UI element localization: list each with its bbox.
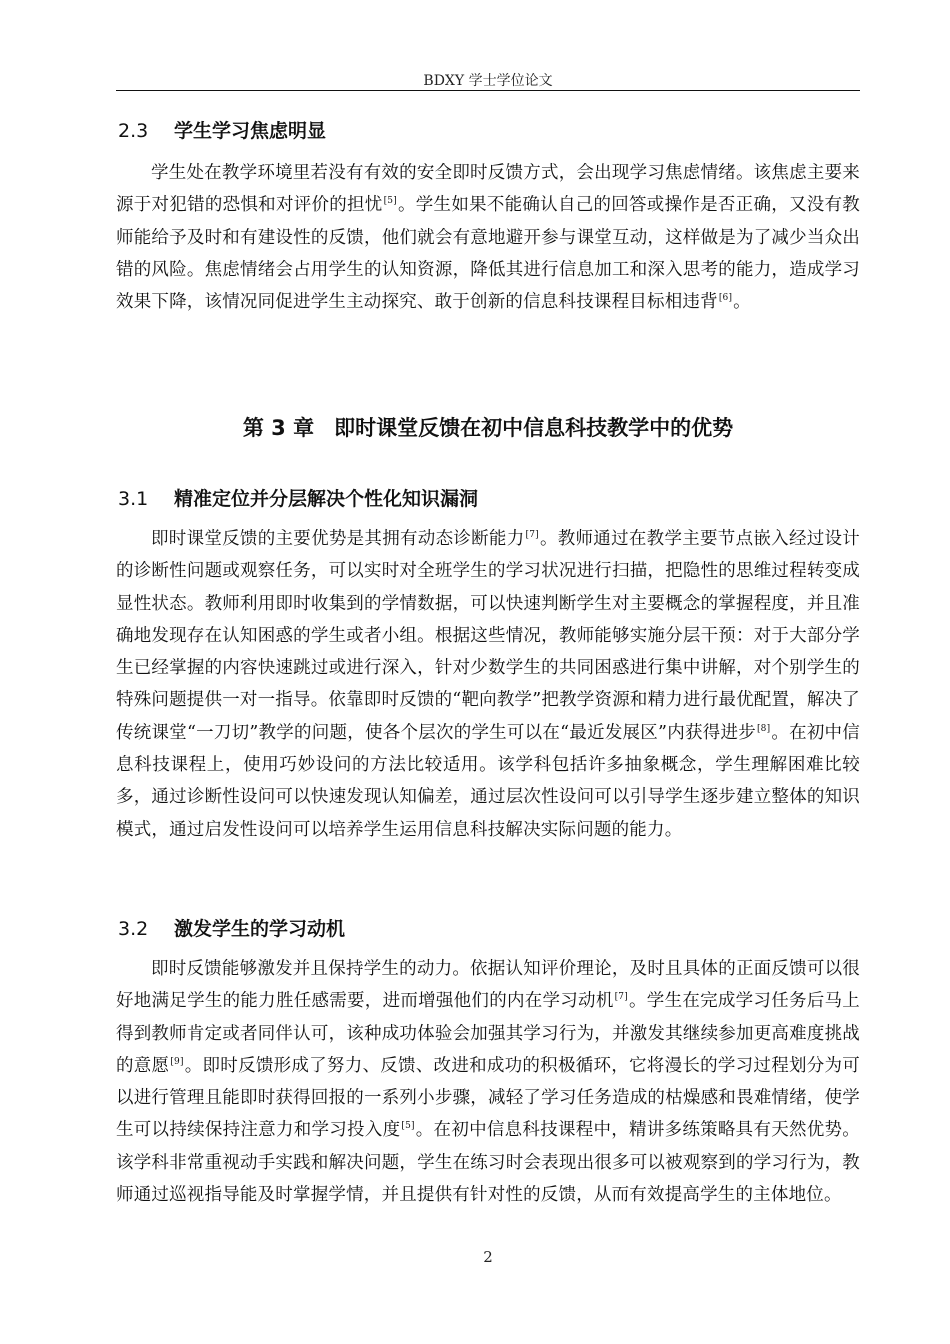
citation[interactable]: [8]	[756, 723, 771, 734]
paragraph-text: 即时反馈能够激发并且保持学生的动力。依据认知评价理论，及时且具体的正面反馈可以很好地满足学生的能力胜任感需要，进而增强他们的内在学习动机	[116, 959, 860, 1012]
citation[interactable]: [6]	[718, 293, 733, 304]
paragraph-text: 即时课堂反馈的主要优势是其拥有动态诊断能力	[151, 529, 525, 549]
section-heading-3-1	[118, 487, 478, 511]
citation[interactable]: [5]	[401, 1121, 415, 1132]
citation[interactable]: [9]	[170, 1056, 184, 1067]
section-title: 精准定位并分层解决个性化知识漏洞	[174, 488, 479, 510]
paragraph-3-1	[116, 523, 860, 846]
section-title: 学生学习焦虑明显	[174, 120, 327, 142]
citation[interactable]: [7]	[614, 992, 628, 1003]
paragraph-text: 学生处在教学环境里若没有有效的安全即时反馈方式，会出现学习焦虑情绪。该焦虑主要来源于对犯错的恐惧和对评价的担忧	[116, 163, 860, 216]
chapter-heading-3	[116, 414, 860, 442]
page-number: 2	[483, 1248, 493, 1266]
chapter-title: 即时课堂反馈在初中信息科技教学中的优势	[334, 416, 734, 440]
section-number: 3.1	[118, 488, 149, 510]
section-heading-3-2	[118, 917, 345, 941]
paragraph-text: 。学生在完成学习任务后马上得到教师肯定或者同伴认可，该种成功体验会加强其学习行为，并激发其继续参加更高难度挑战的意愿	[116, 991, 860, 1076]
paragraph-text: 。学生如果不能确认自己的回答或操作是否正确，又没有教师能给予及时和有建设性的反馈，他们就会有意地避开参与课堂互动，这样做是为了减少当众出错的风险。焦虑情绪会占用学生的认知资源，降低其进行信息加工和深入思考的能力，造成学习效果下降，该情况同促进学生主动探究、敢于创新的信息科技课程目标相违背	[116, 195, 860, 313]
paragraph-text: 。即时反馈形成了努力、反馈、改进和成功的积极循环，它将漫长的学习过程划分为可以进行管理且能即时获得回报的一系列小步骤，减轻了学习任务造成的枯燥感和畏难情绪，使学生可以持续保持注意力和学习投入度	[116, 1055, 860, 1141]
citation[interactable]: [5]	[383, 196, 397, 207]
header-rule	[116, 90, 860, 91]
paragraph-text: 。教师通过在教学主要节点嵌入经过设计的诊断性问题或观察任务，可以实时对全班学生的学习状况进行扫描，把隐性的思维过程转变成显性状态。教师利用即时收集到的学情数据，可以快速判断学生对主要概念的掌握程度，并且准确地发现存在认知困惑的学生或者小组。根据这些情况，教师能够实施分层干预：对于大部分学生已经掌握的内容快速跳过或进行深入，针对少数学生的共同困惑进行集中讲解，对个别学生的特殊问题提供一对一指导。依靠即时反馈的“靶向教学”把教学资源和精力进行最优配置，解决了传统课堂“一刀切”教学的问题，使各个层次的学生可以在“最近发展区”内获得进步	[116, 529, 860, 743]
paragraph-3-2	[116, 953, 860, 1211]
paragraph-text: 。在初中信息科技课程上，使用巧妙设问的方法比较适用。该学科包括许多抽象概念，学生理解困难比较多，通过诊断性设问可以快速发现认知偏差，通过层次性设问可以引导学生逐步建立整体的知识模式，通过启发性设问可以培养学生运用信息科技解决实际问题的能力。	[116, 722, 861, 840]
section-title: 激发学生的学习动机	[174, 918, 346, 940]
section-heading-2-3	[118, 119, 326, 143]
citation[interactable]: [7]	[525, 530, 539, 540]
paragraph-text: 。在初中信息科技课程中，精讲多练策略具有天然优势。该学科非常重视动手实践和解决问题，学生在练习时会表现出很多可以被观察到的学习行为，教师通过巡视指导能及时掌握学情，并且提供有针对性的反馈，从而有效提高学生的主体地位。	[116, 1120, 861, 1206]
section-number: 2.3	[118, 120, 149, 142]
paragraph-text: 。	[733, 292, 751, 313]
paragraph-2-3	[116, 157, 860, 318]
section-number: 3.2	[118, 918, 149, 940]
running-header: BDXY 学士学位论文	[423, 73, 553, 89]
chapter-label: 第 3 章	[242, 416, 315, 440]
